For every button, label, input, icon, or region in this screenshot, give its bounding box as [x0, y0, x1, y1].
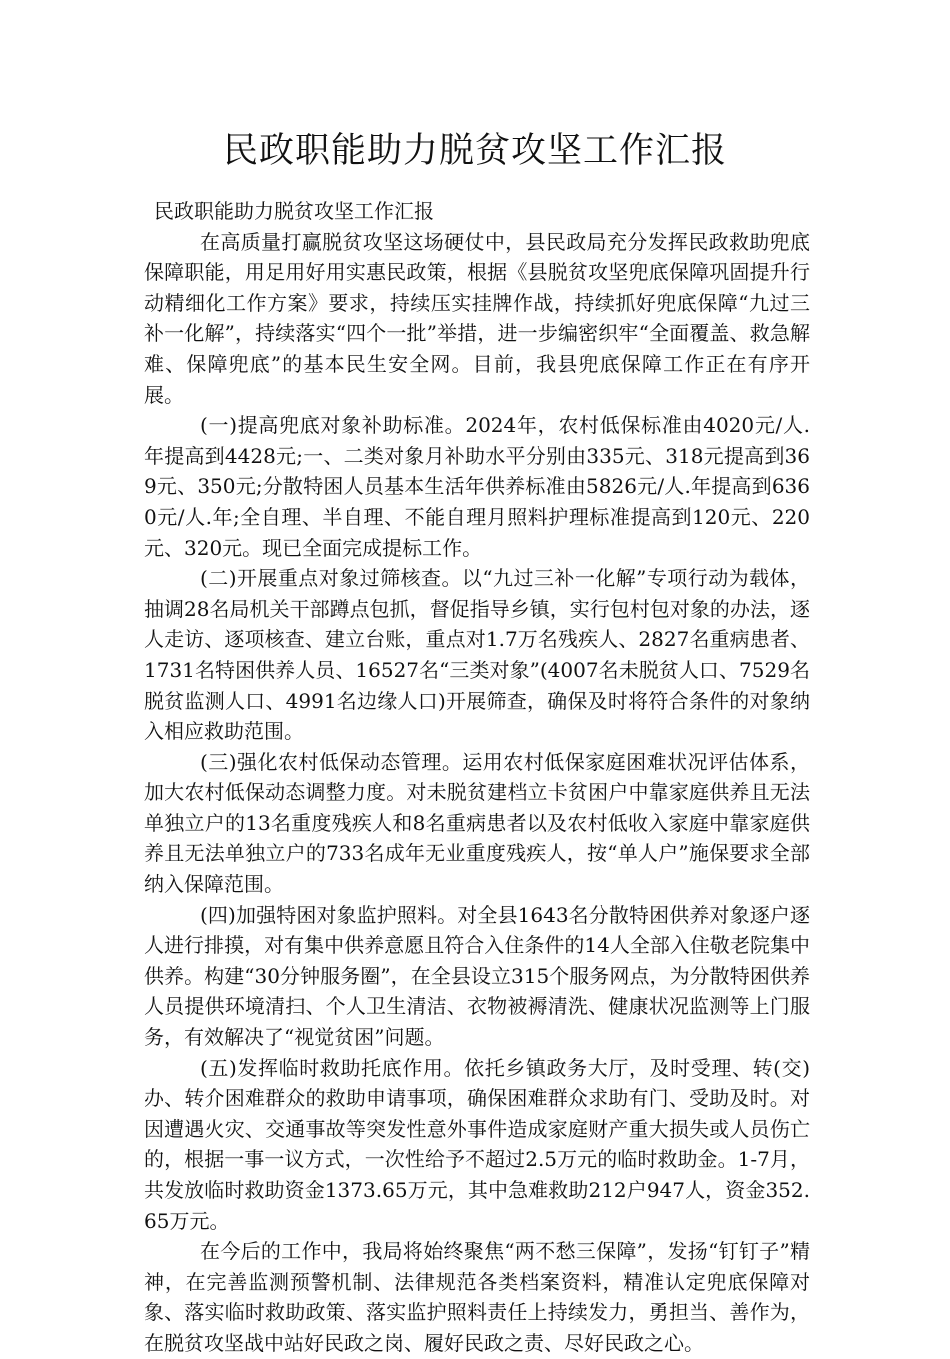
intro-paragraph: 在高质量打赢脱贫攻坚这场硬仗中，县民政局充分发挥民政救助兜底保障职能，用足用好用实惠民政策，根据《县脱贫攻坚兜底保障巩固提升行动精细化工作方案》要求，持续压实挂牌作战，持续抓好兜底保障“九过三补一化解”，持续落实“四个一批”举措，进一步编密织牢“全面覆盖、救急解难、保障兜底”的基本民生安全网。目前，我县兜底保障工作正在有序开展。: [144, 229, 810, 407]
document-title: 民政职能助力脱贫攻坚工作汇报: [222, 131, 727, 171]
section-two-paragraph: (二)开展重点对象过筛核查。以“九过三补一化解”专项行动为载体，抽调28名局机关干部蹲点包抓，督促指导乡镇，实行包村包对象的办法，逐人走访、逐项核查、建立台账，重点对1.7万名残疾人、2827名重病患者、1731名特困供养人员、16527名“三类对象”(4007名未脱贫人口、7529名脱贫监测人口、4991名边缘人口)开展筛查，确保及时将符合条件的对象纳入相应救助范围。: [144, 566, 810, 744]
document-body: [144, 196, 810, 1359]
closing-paragraph: 在今后的工作中，我局将始终聚焦“两不愁三保障”，发扬“钉钉子”精神，在完善监测预警机制、法律规范各类档案资料，精准认定兜底保障对象、落实临时救助政策、落实监护照料责任上持续发力，勇担当、善作为，在脱贫攻坚战中站好民政之岗、履好民政之责、尽好民政之心。: [144, 1239, 810, 1355]
document-subheading: 民政职能助力脱贫攻坚工作汇报: [154, 199, 434, 223]
section-five-paragraph: (五)发挥临时救助托底作用。依托乡镇政务大厅，及时受理、转(交)办、转介困难群众的救助申请事项，确保困难群众求助有门、受助及时。对因遭遇火灾、交通事故等突发性意外事件造成家庭财产重大损失或人员伤亡的，根据一事一议方式，一次性给予不超过2.5万元的临时救助金。1-7月，共发放临时救助资金1373.65万元，其中急难救助212户947人，资金352.65万元。: [144, 1055, 810, 1233]
section-one-paragraph: (一)提高兜底对象补助标准。2024年，农村低保标准由4020元/人.年提高到4428元;一、二类对象月补助水平分别由335元、318元提高到369元、350元;分散特困人员基本生活年供养标准由5826元/人.年提高到6360元/人.年;全自理、半自理、不能自理月照料护理标准提高到120元、220元、320元。现已全面完成提标工作。: [144, 413, 810, 560]
section-three-paragraph: (三)强化农村低保动态管理。运用农村低保家庭困难状况评估体系，加大农村低保动态调整力度。对未脱贫建档立卡贫困户中靠家庭供养且无法单独立户的13名重度残疾人和8名重病患者以及农村低收入家庭中靠家庭供养且无法单独立户的733名成年无业重度残疾人，按“单人户”施保要求全部纳入保障范围。: [144, 749, 810, 897]
section-four-paragraph: (四)加强特困对象监护照料。对全县1643名分散特困供养对象逐户逐人进行排摸，对有集中供养意愿且符合入住条件的14人全部入住敬老院集中供养。构建“30分钟服务圈”，在全县设立315个服务网点，为分散特困供养人员提供环境清扫、个人卫生清洁、衣物被褥清洗、健康状况监测等上门服务，有效解决了“视觉贫困”问题。: [144, 902, 810, 1050]
